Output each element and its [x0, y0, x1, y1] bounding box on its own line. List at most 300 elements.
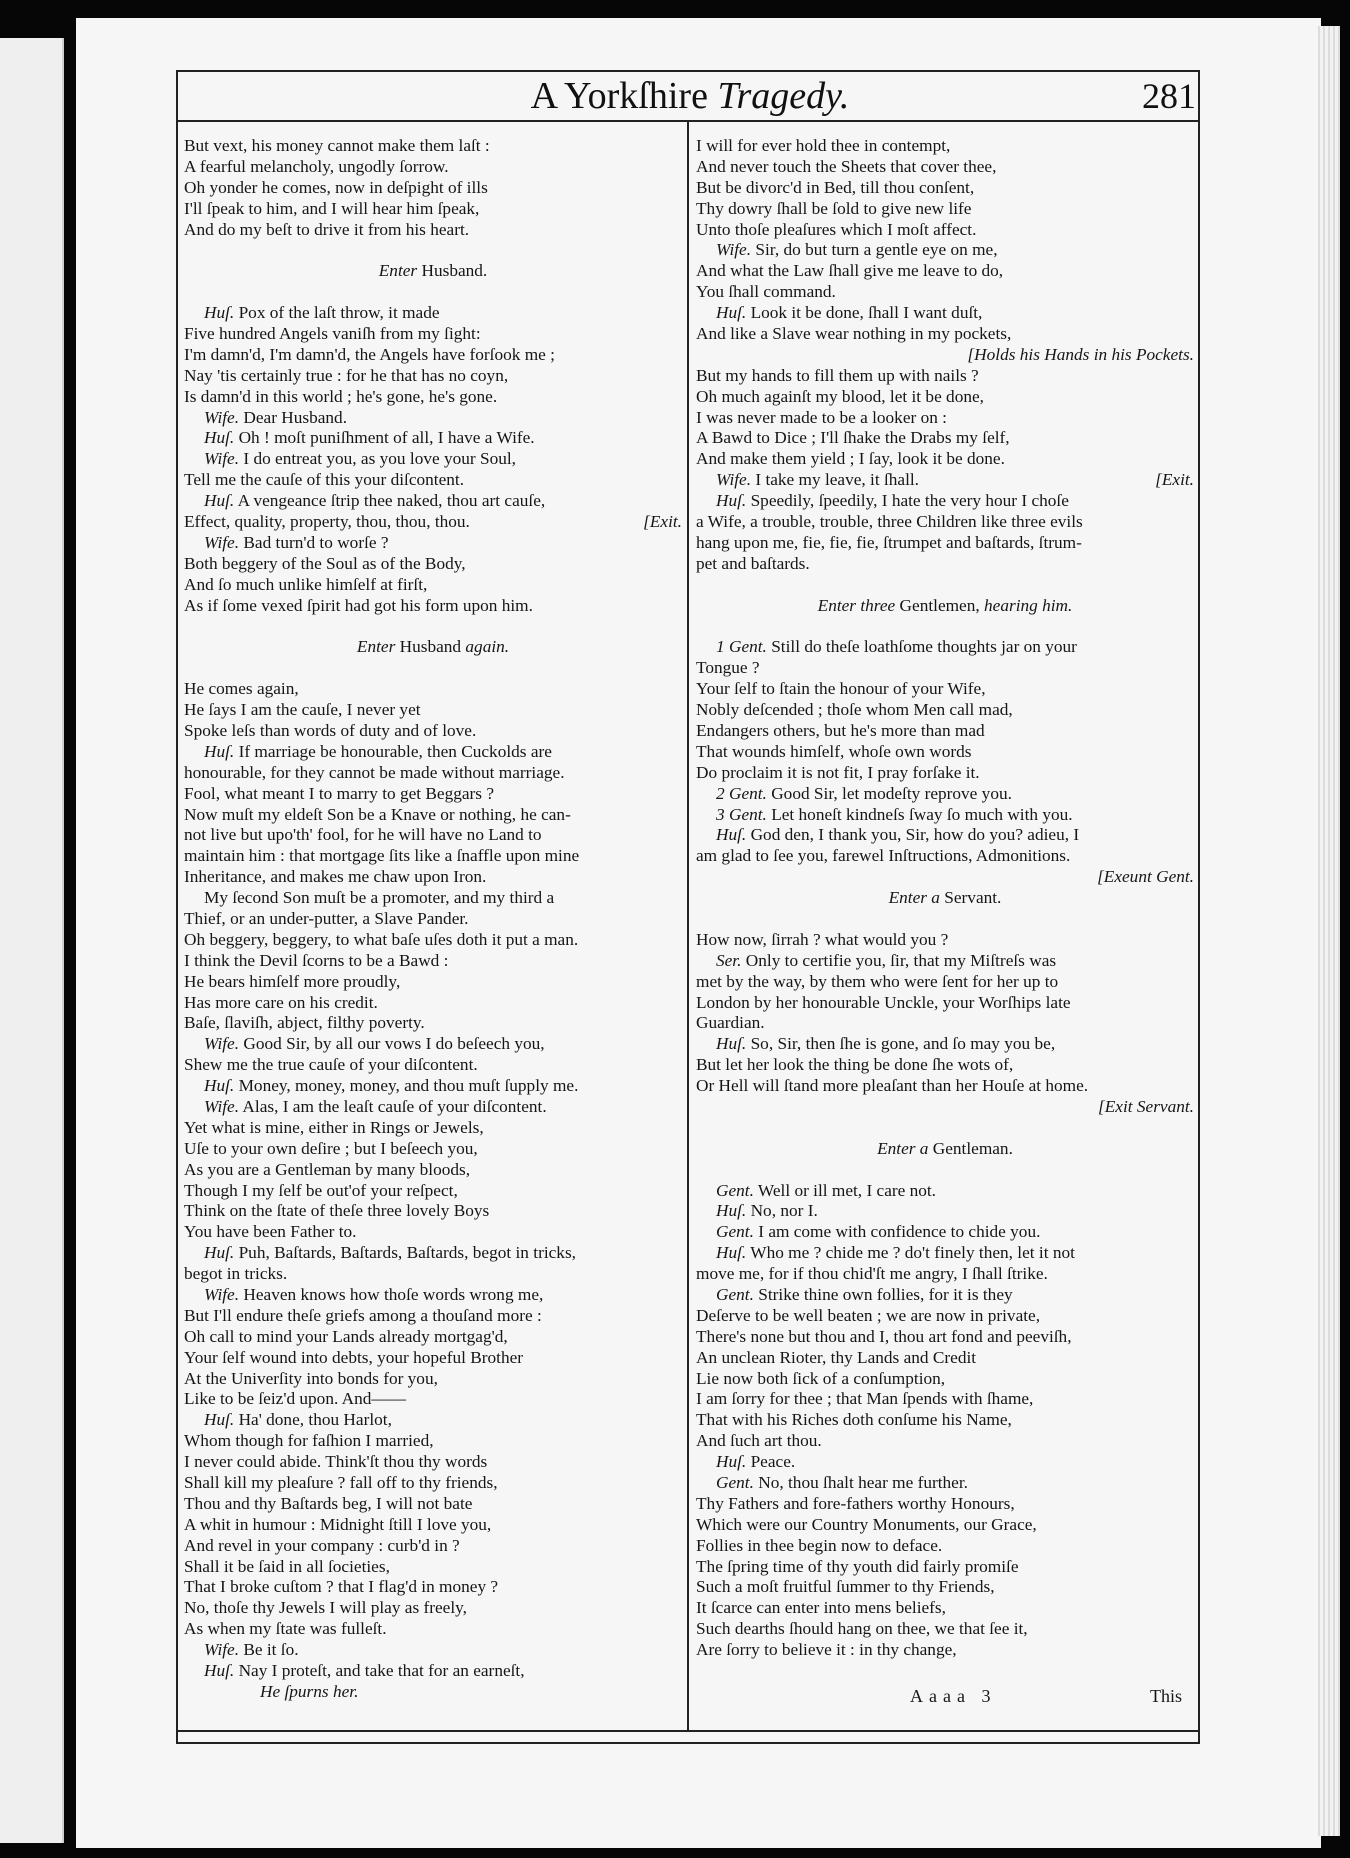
verse-line: [184, 366, 682, 387]
speaker-name: Wife.: [204, 1034, 240, 1054]
verse-line: [696, 1536, 1194, 1557]
speech-line: [184, 428, 682, 449]
exit-direction-text: [Exeunt Gent.: [1097, 867, 1194, 887]
speech-line: [696, 470, 1194, 491]
speaker-name: Huſ.: [204, 428, 235, 448]
speaker-name: Huſ.: [204, 1661, 235, 1681]
verse-line: [184, 951, 682, 972]
running-title: [430, 74, 950, 118]
stage-direction-roman: Husband.: [417, 261, 488, 281]
speech-text: Good Sir, let modeſty reprove you.: [766, 783, 1012, 803]
verse-line: [184, 1139, 682, 1160]
line-text: I will for ever hold thee in contempt,: [696, 136, 951, 155]
verse-line: [696, 282, 1194, 303]
speaker-name: Huſ.: [716, 1452, 747, 1472]
line-text: It ſcarce can enter into mens beliefs,: [696, 1598, 946, 1618]
line-text: That with his Riches doth conſume his Name,: [696, 1410, 1012, 1430]
verse-line: [696, 1410, 1194, 1431]
verse-line: [696, 658, 1194, 679]
verse-line: [184, 784, 682, 805]
speech-text: So, Sir, then ſhe is gone, and ſo may you be,: [746, 1034, 1056, 1054]
line-text: not live but upo'th' fool, for he will have no Land to: [184, 825, 542, 845]
speech-line: [696, 637, 1194, 658]
verse-line: [696, 1369, 1194, 1390]
running-title-a: A: [530, 75, 565, 117]
speech-line: [696, 491, 1194, 512]
blank-line: [184, 616, 682, 637]
stage-direction: [184, 261, 682, 282]
line-text: Shew me the true cauſe of your diſcontent.: [184, 1055, 478, 1075]
stage-direction-roman: Gentleman.: [928, 1138, 1013, 1158]
speaker-name: Huſ.: [204, 1243, 235, 1263]
stage-direction-roman: Servant.: [939, 888, 1002, 908]
line-text: Lie now both ſick of a conſumption,: [696, 1368, 946, 1388]
line-text: Deſerve to be well beaten ; we are now in private,: [696, 1305, 1041, 1325]
line-text: Or Hell will ſtand more pleaſant than her Houſe at home.: [696, 1076, 1089, 1096]
line-text: I was never made to be a looker on :: [696, 407, 947, 427]
speech-text: Ha' done, thou Harlot,: [234, 1410, 392, 1430]
verse-line: [184, 387, 682, 408]
verse-line: [184, 1452, 682, 1473]
exit-direction-text: [Exit.: [643, 512, 682, 532]
verse-line: [184, 1055, 682, 1076]
speech-line: [184, 303, 682, 324]
verse-line: [696, 1598, 1194, 1619]
line-text: Think on the ſtate of theſe three lovely Boys: [184, 1201, 490, 1221]
catchword: This: [1150, 1686, 1183, 1706]
line-text: Five hundred Angels vaniſh from my ſight:: [184, 324, 481, 344]
speech-text: God den, I thank you, Sir, how do you? adieu, I: [746, 825, 1080, 845]
speech-line: [184, 742, 682, 763]
verse-line: [696, 1494, 1194, 1515]
exit-direction: [696, 1097, 1194, 1118]
line-text: Your ſelf wound into debts, your hopeful Brother: [184, 1347, 524, 1367]
speech-text: No, nor I.: [746, 1201, 818, 1221]
line-text: Nobly deſcended ; thoſe whom Men call mad,: [696, 700, 1013, 720]
speaker-name: Wife.: [204, 1096, 240, 1116]
line-text: That I broke cuſtom ? that I flag'd in money ?: [184, 1577, 499, 1597]
stage-direction: [696, 596, 1194, 617]
verse-line: [184, 1327, 682, 1348]
stage-direction-roman: Gentlemen,: [895, 595, 985, 615]
stage-direction-italic-tail: again.: [465, 637, 510, 657]
speech-text: Still do theſe loathſome thoughts jar on your: [766, 637, 1077, 657]
speech-text: Bad turn'd to worſe ?: [239, 532, 389, 552]
speech-text: I am come with confidence to chide you.: [753, 1222, 1041, 1242]
speech-line: [696, 805, 1194, 826]
exit-direction-text: [Exit Servant.: [1098, 1096, 1194, 1116]
verse-line: [184, 1013, 682, 1034]
verse-line: [184, 1598, 682, 1619]
speech-text: Only to certifie you, ſir, that my Miſtreſs was: [741, 950, 1057, 970]
verse-line: [184, 1536, 682, 1557]
right-column: [696, 136, 1194, 1661]
line-text: He comes again,: [184, 679, 299, 699]
line-text: Effect, quality, property, thou, thou, thou.: [184, 512, 470, 532]
verse-line: [184, 700, 682, 721]
line-text: And revel in your company : curb'd in ?: [184, 1535, 460, 1555]
speech-text: Oh ! moſt puniſhment of all, I have a Wife.: [234, 428, 535, 448]
verse-line: [184, 324, 682, 345]
line-text: And ſuch art thou.: [696, 1431, 822, 1451]
speech-line: [184, 449, 682, 470]
speech-line: [696, 1285, 1194, 1306]
verse-line: [696, 700, 1194, 721]
line-text: At the Univerſity into bonds for you,: [184, 1368, 438, 1388]
speech-text: Pox of the laſt throw, it made: [234, 303, 440, 323]
running-title-italic: Tragedy.: [707, 75, 850, 117]
speaker-name: 2 Gent.: [716, 783, 767, 803]
speaker-name: Gent.: [716, 1222, 754, 1242]
line-text: Yet what is mine, either in Rings or Jewels,: [184, 1117, 484, 1137]
verse-line: [696, 554, 1194, 575]
verse-line: [184, 1201, 682, 1222]
speaker-name: Gent.: [716, 1284, 754, 1304]
line-text: am glad to ſee you, farewel Inſtructions, Admonitions.: [696, 846, 1071, 866]
line-text: Thy dowry ſhall be ſold to give new life: [696, 198, 972, 218]
verse-line: [184, 909, 682, 930]
line-text: I am ſorry for thee ; that Man ſpends with ſhame,: [696, 1389, 1034, 1409]
line-text: And what the Law ſhall give me leave to do,: [696, 261, 1004, 281]
line-text: How now, ſirrah ? what would you ?: [696, 929, 949, 949]
verse-line: [696, 1557, 1194, 1578]
verse-line: [696, 1515, 1194, 1536]
verse-line: [184, 470, 682, 491]
line-text: Like to be ſeiz'd upon. And——: [184, 1389, 406, 1409]
verse-line: [184, 825, 682, 846]
speech-text: A vengeance ſtrip thee naked, thou art cauſe,: [234, 491, 546, 511]
verse-line: [696, 721, 1194, 742]
speech-text: Nay I proteſt, and take that for an earneſt,: [234, 1661, 525, 1681]
verse-line: [184, 763, 682, 784]
speech-line: [696, 1034, 1194, 1055]
line-text: met by the way, by them who were ſent for her up to: [696, 971, 1059, 991]
line-text: London by her honourable Unckle, your Worſhips late: [696, 992, 1071, 1012]
running-title-roman: Yorkſhire: [564, 75, 708, 117]
verse-line: [184, 679, 682, 700]
speech-line: [184, 1097, 682, 1118]
speaker-name: Huſ.: [204, 741, 235, 761]
line-text: Endangers others, but he's more than mad: [696, 720, 985, 740]
verse-line: [696, 366, 1194, 387]
verse-line: [184, 1494, 682, 1515]
line-text: He ſays I am the cauſe, I never yet: [184, 700, 421, 720]
verse-line: [696, 972, 1194, 993]
verse-line: [184, 1160, 682, 1181]
verse-line: [696, 533, 1194, 554]
speaker-name: Wife.: [204, 1284, 240, 1304]
line-text: Oh beggery, beggery, to what baſe uſes doth it put a man.: [184, 929, 579, 949]
line-text: Guardian.: [696, 1013, 765, 1033]
speech-text: Well or ill met, I care not.: [753, 1180, 937, 1200]
blank-line: [696, 575, 1194, 596]
speech-line: [696, 825, 1194, 846]
line-text: Such dearths ſhould hang on thee, we that ſee it,: [696, 1619, 1028, 1639]
verse-line: [184, 1306, 682, 1327]
blank-line: [184, 282, 682, 303]
verse-line: [184, 805, 682, 826]
verse-line: [696, 1055, 1194, 1076]
verse-line: [696, 136, 1194, 157]
line-text: I never could abide. Think'ſt thou thy words: [184, 1452, 488, 1472]
line-text: Now muſt my eldeſt Son be a Knave or nothing, he can-: [184, 804, 571, 824]
speech-line: [696, 1222, 1194, 1243]
speech-text: I do entreat you, as you love your Soul,: [239, 449, 516, 469]
speech-text: Speedily, ſpeedily, I hate the very hour I choſe: [746, 491, 1069, 511]
speaker-name: Huſ.: [204, 491, 235, 511]
line-text: And do my beſt to drive it from his heart.: [184, 219, 470, 239]
speech-text: Puh, Baſtards, Baſtards, Baſtards, begot in tricks,: [234, 1243, 576, 1263]
verse-line: [184, 930, 682, 951]
speech-line: [184, 1285, 682, 1306]
speech-line: [696, 1452, 1194, 1473]
action-direction-text: He ſpurns her.: [260, 1681, 359, 1701]
line-text: maintain him : that mortgage ſits like a ſnaffle upon mine: [184, 846, 580, 866]
stage-direction-italic: Enter three: [817, 595, 896, 615]
speech-line: [696, 240, 1194, 261]
verse-line: [184, 972, 682, 993]
line-text: Nay 'tis certainly true : for he that has no coyn,: [184, 365, 509, 385]
line-text: A Bawd to Dice ; I'll ſhake the Drabs my ſelf,: [696, 428, 1010, 448]
verse-line: [696, 512, 1194, 533]
speech-text: Money, money, money, and thou muſt ſupply me.: [234, 1076, 579, 1096]
line-text: Though I my ſelf be out'of your reſpect,: [184, 1180, 458, 1200]
verse-line: [696, 1389, 1194, 1410]
speech-text: Look it be done, ſhall I want duſt,: [746, 303, 983, 323]
line-text: Follies in thee begin now to deface.: [696, 1535, 943, 1555]
speaker-name: Wife.: [716, 240, 752, 260]
speech-text: No, thou ſhalt hear me further.: [753, 1473, 968, 1492]
stage-direction-italic-tail: hearing him.: [984, 595, 1073, 615]
speaker-name: Huſ.: [716, 303, 747, 323]
line-text: But my hands to fill them up with nails ?: [696, 365, 979, 385]
speaker-name: Wife.: [716, 470, 752, 490]
line-text: As when my ſtate was fulleſt.: [184, 1619, 387, 1639]
speech-text: I take my leave, it ſhall.: [751, 470, 919, 490]
line-text: And never touch the Sheets that cover thee,: [696, 156, 997, 176]
speech-line: [696, 1243, 1194, 1264]
verse-line: [184, 1557, 682, 1578]
verse-line: [184, 157, 682, 178]
verse-line: [184, 1389, 682, 1410]
line-text: There's none but thou and I, thou art fond and peeviſh,: [696, 1326, 1072, 1346]
blank-line: [184, 658, 682, 679]
facing-page-edge: [0, 38, 64, 1843]
line-text: Shall kill my pleaſure ? fall off to thy friends,: [184, 1473, 498, 1492]
verse-line: [696, 1306, 1194, 1327]
speech-text: Dear Husband.: [239, 407, 348, 427]
verse-line: [184, 1264, 682, 1285]
verse-line: [184, 1222, 682, 1243]
speaker-name: Huſ.: [716, 491, 747, 511]
exit-direction-text: [Exit.: [1155, 470, 1194, 490]
speaker-name: Huſ.: [716, 1034, 747, 1054]
line-text: Shall it be ſaid in all ſocieties,: [184, 1556, 390, 1576]
line-text: I'll ſpeak to him, and I will hear him ſpeak,: [184, 198, 480, 218]
speech-line: [696, 784, 1194, 805]
speech-line: [184, 408, 682, 429]
verse-line: [696, 1013, 1194, 1034]
line-text: And ſo much unlike himſelf at firſt,: [184, 574, 428, 594]
speech-text: Alas, I am the leaſt cauſe of your diſcontent.: [239, 1096, 547, 1116]
verse-line: [184, 993, 682, 1014]
page-stack-edge: [1318, 26, 1340, 1836]
speaker-name: 1 Gent.: [716, 637, 767, 657]
speaker-name: Ser.: [716, 950, 742, 970]
stage-direction: [696, 1139, 1194, 1160]
speaker-name: 3 Gent.: [716, 804, 767, 824]
line-text: But vext, his money cannot make them laſt :: [184, 136, 490, 155]
line-text: Unto thoſe pleaſures which I moſt affect.: [696, 219, 977, 239]
line-text: Both beggery of the Soul as of the Body,: [184, 553, 466, 573]
exit-direction-text: [Holds his Hands in his Pockets.: [967, 344, 1194, 364]
verse-line: [184, 1181, 682, 1202]
verse-line: [696, 220, 1194, 241]
speech-line: [184, 1243, 682, 1264]
speaker-name: Huſ.: [716, 1243, 747, 1263]
line-text: Thou and thy Baſtards beg, I will not bate: [184, 1493, 473, 1513]
speech-text: Strike thine own follies, for it is they: [753, 1284, 1013, 1304]
speech-line: [184, 1661, 682, 1682]
verse-line: [696, 199, 1194, 220]
stage-direction-italic: Enter a: [877, 1138, 929, 1158]
blank-line: [696, 616, 1194, 637]
line-text: An unclean Rioter, thy Lands and Credit: [696, 1347, 977, 1367]
line-text: Has more care on his credit.: [184, 992, 378, 1012]
verse-line: [184, 345, 682, 366]
line-text: Your ſelf to ſtain the honour of your Wife,: [696, 679, 986, 699]
line-text: Spoke leſs than words of duty and of love.: [184, 720, 477, 740]
speech-text: Who me ? chide me ? do't finely then, let it not: [746, 1243, 1075, 1263]
line-text: But I'll endure theſe griefs among a thouſand more :: [184, 1305, 542, 1325]
speech-line: [696, 303, 1194, 324]
speech-text: Good Sir, by all our vows I do beſeech you,: [239, 1034, 545, 1054]
exit-direction: [696, 867, 1194, 888]
verse-line: [696, 1327, 1194, 1348]
line-text: A whit in humour : Midnight ſtill I love you,: [184, 1514, 492, 1534]
column-divider: [687, 122, 689, 1731]
verse-line: [696, 1640, 1194, 1661]
speech-line: [184, 1076, 682, 1097]
speaker-name: Wife.: [204, 407, 240, 427]
speaker-name: Wife.: [204, 532, 240, 552]
speech-line: [184, 1034, 682, 1055]
stage-direction-italic: Enter: [378, 261, 418, 281]
speech-text: If marriage be honourable, then Cuckolds are: [234, 741, 552, 761]
verse-line: [696, 324, 1194, 345]
verse-line: [696, 387, 1194, 408]
speech-text: Peace.: [746, 1452, 796, 1472]
line-text: I think the Devil ſcorns to be a Bawd :: [184, 950, 449, 970]
line-text: A fearful melancholy, ungodly ſorrow.: [184, 156, 449, 176]
verse-line: [184, 199, 682, 220]
line-text: Thief, or an under-putter, a Slave Pander.: [184, 908, 469, 928]
verse-line: [696, 993, 1194, 1014]
verse-line: [184, 1431, 682, 1452]
verse-line: [184, 178, 682, 199]
speech-text: Be it ſo.: [239, 1640, 299, 1660]
verse-line: [184, 1473, 682, 1494]
left-column: [184, 136, 682, 1703]
stage-direction-roman: Husband: [395, 637, 466, 657]
line-text: That wounds himſelf, whoſe own words: [696, 741, 972, 761]
verse-line: [696, 1076, 1194, 1097]
line-text: Oh yonder he comes, now in deſpight of ills: [184, 177, 488, 197]
stage-direction-italic: Enter: [356, 637, 396, 657]
verse-line: [184, 136, 682, 157]
verse-line: [184, 1619, 682, 1640]
verse-line: [696, 763, 1194, 784]
verse-line: [696, 1577, 1194, 1598]
line-text: Tongue ?: [696, 658, 760, 678]
speech-text: Let honeſt kindneſs ſway ſo much with you.: [766, 804, 1073, 824]
page-number: 281: [1142, 76, 1196, 116]
verse-line: [184, 554, 682, 575]
verse-line: [696, 408, 1194, 429]
line-text: move me, for if thou chid'ſt me angry, I ſhall ſtrike.: [696, 1264, 1048, 1284]
verse-line: [696, 428, 1194, 449]
signature-mark: Aaaa 3: [910, 1686, 997, 1706]
line-text: You ſhall command.: [696, 282, 836, 302]
verse-line: [696, 1431, 1194, 1452]
verse-line: [184, 721, 682, 742]
blank-line: [696, 1160, 1194, 1181]
line-text: honourable, for they cannot be made without marriage.: [184, 762, 565, 782]
verse-line: [696, 261, 1194, 282]
verse-line: [184, 867, 682, 888]
speech-text: Sir, do but turn a gentle eye on me,: [751, 240, 998, 260]
line-text: begot in tricks.: [184, 1264, 288, 1284]
verse-line: [184, 1515, 682, 1536]
line-text: Oh call to mind your Lands already mortgag'd,: [184, 1326, 508, 1346]
speech-line: [184, 533, 682, 554]
verse-line: [184, 596, 682, 617]
line-text: Is damn'd in this world ; he's gone, he's gone.: [184, 386, 498, 406]
speech-line: [696, 1181, 1194, 1202]
stage-direction: [184, 637, 682, 658]
line-text: Which were our Country Monuments, our Grace,: [696, 1514, 1037, 1534]
verse-line: [696, 1348, 1194, 1369]
speaker-name: Gent.: [716, 1473, 754, 1492]
line-text: Do proclaim it is not fit, I pray forſake it.: [696, 762, 980, 782]
line-text: pet and baſtards.: [696, 553, 810, 573]
speaker-name: Huſ.: [204, 1410, 235, 1430]
verse-line: [696, 930, 1194, 951]
line-text: Whom though for faſhion I married,: [184, 1431, 434, 1451]
verse-line: [696, 157, 1194, 178]
speech-line: [696, 1473, 1194, 1494]
blank-line: [184, 240, 682, 261]
line-text: a Wife, a trouble, trouble, three Children like three evils: [696, 512, 1083, 532]
action-direction: [184, 1682, 682, 1703]
speech-line: [696, 951, 1194, 972]
verse-line: [184, 846, 682, 867]
line-text: Thy Fathers and fore-fathers worthy Honours,: [696, 1493, 1015, 1513]
verse-line: [184, 512, 682, 533]
speech-line: [184, 1410, 682, 1431]
line-text: The ſpring time of thy youth did fairly promiſe: [696, 1556, 1019, 1576]
verse-line: [696, 178, 1194, 199]
line-text: Uſe to your own deſire ; but I beſeech you,: [184, 1138, 478, 1158]
line-text: Are ſorry to believe it : in thy change,: [696, 1640, 957, 1660]
speech-text: Heaven knows how thoſe words wrong me,: [239, 1284, 544, 1304]
verse-line: [696, 449, 1194, 470]
speaker-name: Huſ.: [204, 1076, 235, 1096]
line-text: But be divorc'd in Bed, till thou conſent,: [696, 177, 975, 197]
speech-line: [184, 491, 682, 512]
verse-line: [696, 742, 1194, 763]
line-text: I'm damn'd, I'm damn'd, the Angels have forſook me ;: [184, 344, 555, 364]
